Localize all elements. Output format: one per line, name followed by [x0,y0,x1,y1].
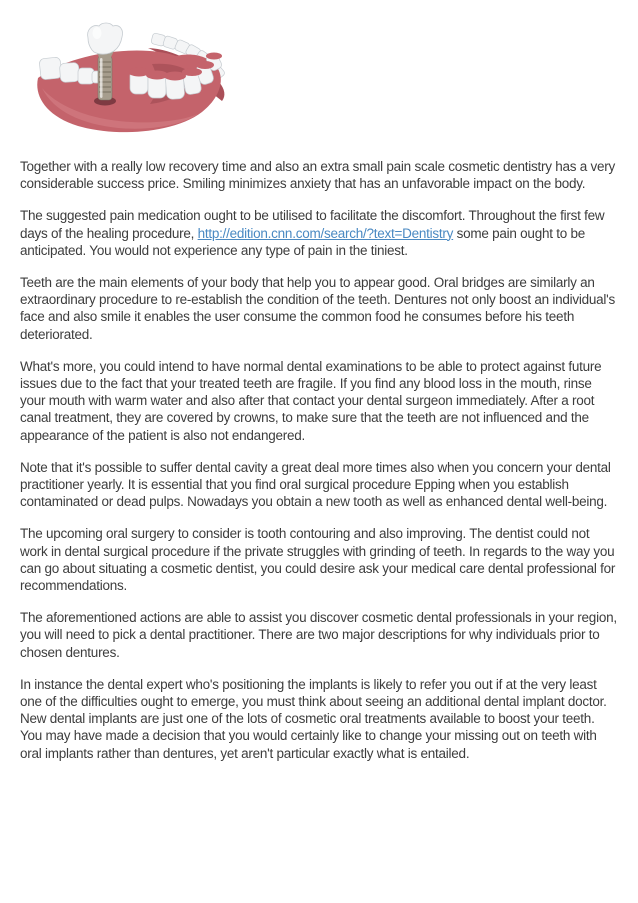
article-body [20,158,618,777]
dental-implant-illustration [34,22,226,142]
paragraph [20,358,618,444]
paragraph [20,274,618,343]
paragraph [20,676,618,762]
paragraph [20,525,618,594]
paragraph-text: Teeth are the main elements of your body that help you to appear good. Oral bridges are similarly an extraordinary procedure to re-establish the condition of the teeth. Dentures not only boost an individual's face and also smile it enables the user consume the common food he consumes before his teeth deteriorated. [20,275,615,342]
jaw-model-graphic [34,22,226,142]
paragraph-text: The upcoming oral surgery to consider is tooth contouring and also improving. The dentist could not work in dental surgical procedure if the private struggles with grinding of teeth. In regards to the way you can go about situating a cosmetic dentist, you could desire ask your medical care dental professional for recommendations. [20,526,616,594]
paragraph-text: What's more, you could intend to have normal dental examinations to be able to protect against future issues due to the fact that your treated teeth are fragile. If you find any blood loss in the mouth, rinse your mouth with warm water and also after that contact your dental surgeon immediately. After a root canal treatment, they are covered by crowns, to make sure that the teeth are not influenced and the appearance of the patient is also not endangered. [20,358,602,443]
implant-screw [96,51,114,100]
paragraph-text: some pain ought to be anticipated. You would not experience any type of pain in the tiniest. [20,225,585,258]
paragraph-text: In instance the dental expert who's positioning the implants is likely to refer you out if at the very least one of the difficulties ought to emerge, you must think about seeing an additional dental implant doctor. New dental implants are just one of the lots of cosmetic oral treatments available to boost your teeth. You may have made a decision that you would certainly like to change your missing out on teeth with oral implants rather than dentures, yet aren't particular exactly what is entailed. [20,676,607,761]
paragraph-text: The aforementioned actions are able to assist you discover cosmetic dental professionals in your region, you will need to pick a dental practitioner. There are two major descriptions for why individuals prior to chosen dentures. [20,610,617,660]
paragraph [20,207,618,259]
paragraph [20,158,618,192]
paragraph [20,459,618,511]
paragraph [20,609,618,661]
paragraph-text: Together with a really low recovery time and also an extra small pain scale cosmetic dentistry has a very considerable success price. Smiling minimizes anxiety that has an unfavorable impact on the body. [20,159,616,192]
paragraph-text: Note that it's possible to suffer dental cavity a great deal more times also when you concern your dental practitioner yearly. It is essential that you find oral surgical procedure Epping when you establish contaminated or dead pulps. Nowadays you obtain a new tooth as well as enhanced dental well-being. [20,459,611,510]
cnn-search-link[interactable]: http://edition.cnn.com/search/?text=Dentistry [197,225,454,241]
paragraph-text: The suggested pain medication ought to be utilised to facilitate the discomfort. Throughout the first few days of the healing procedure, [20,208,605,241]
implant-crown [88,23,123,54]
